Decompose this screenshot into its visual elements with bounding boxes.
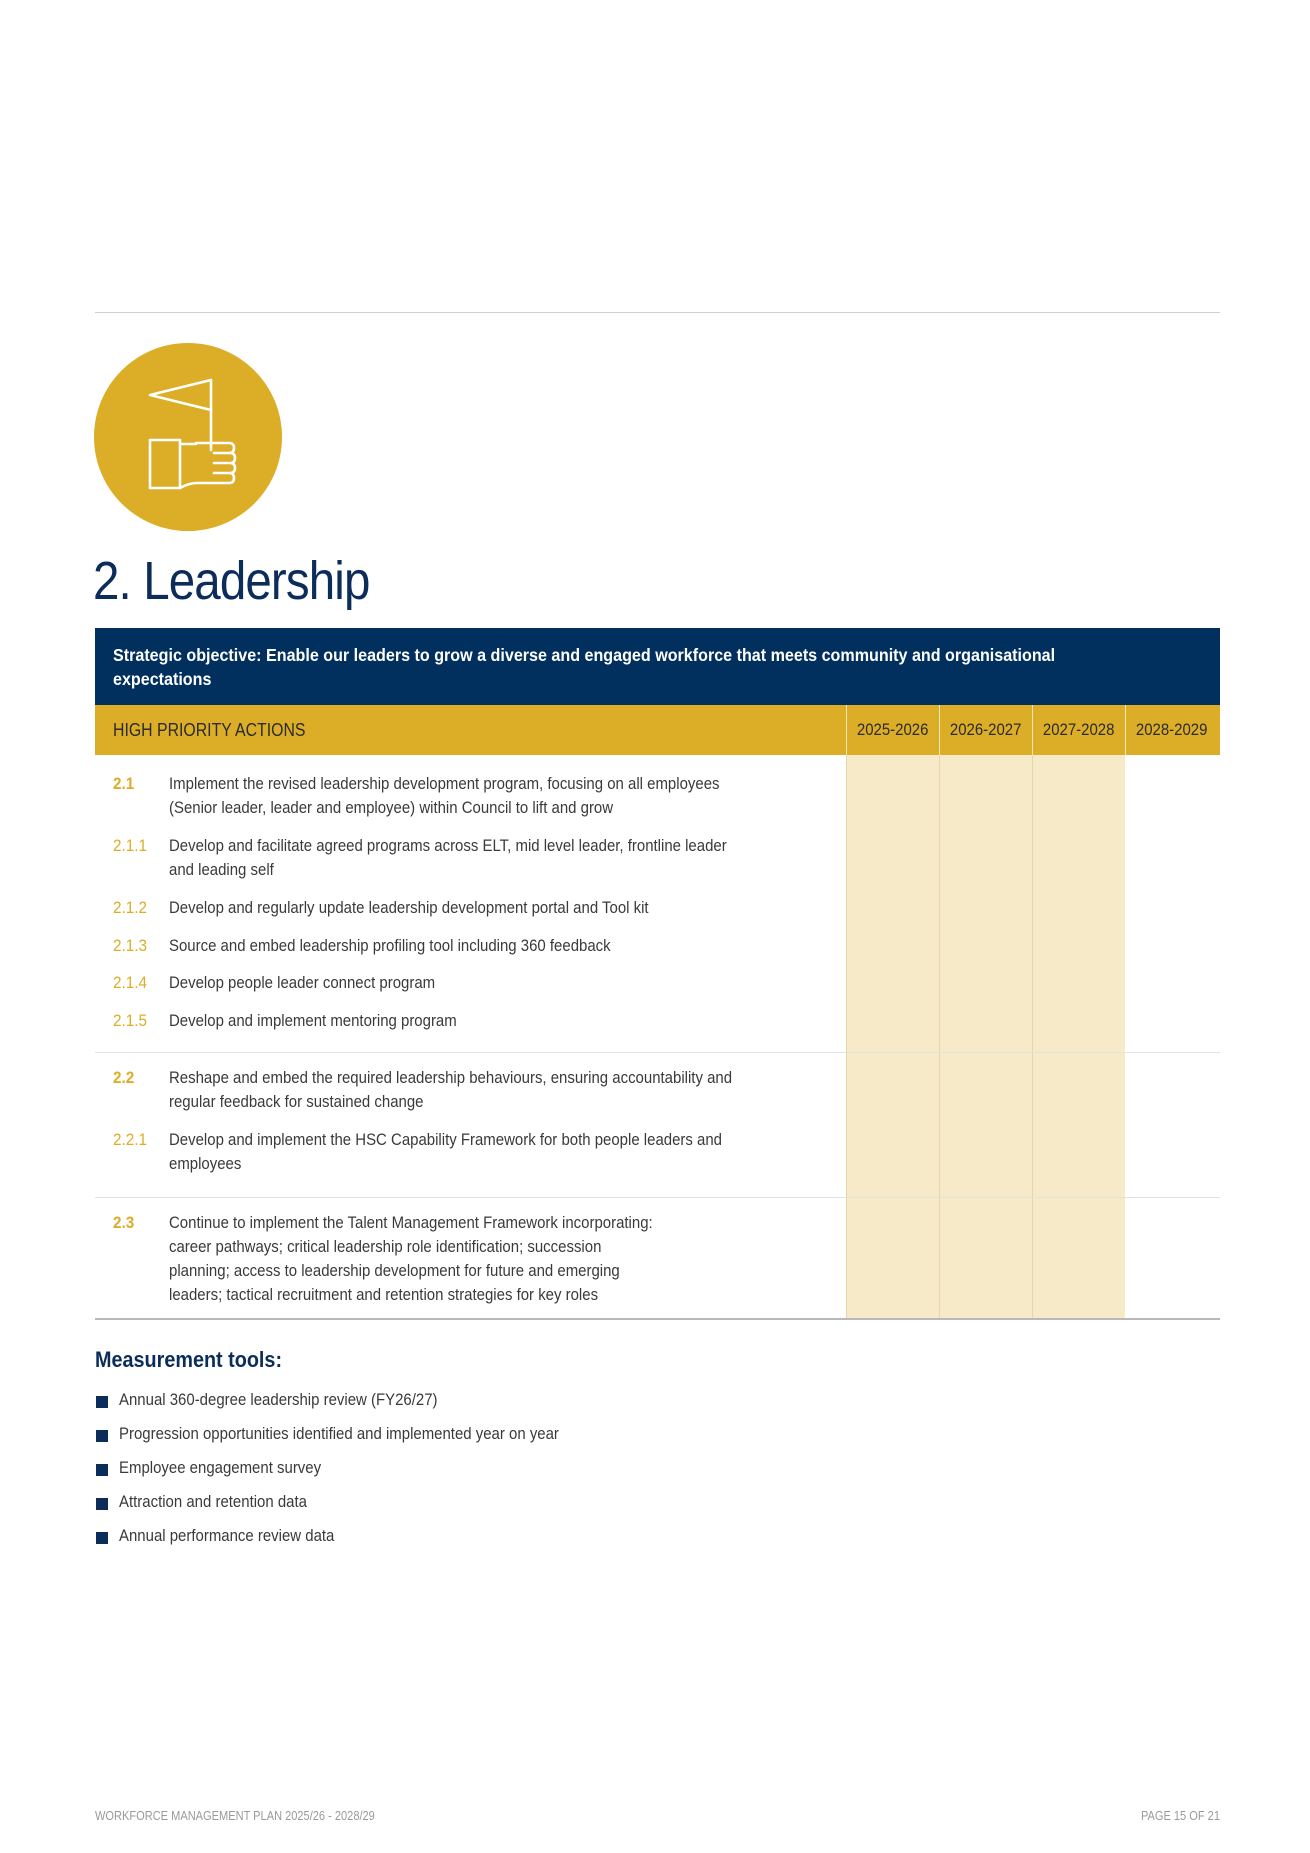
strategic-objective-text: Strategic objective: Enable our leaders to grow a diverse and engaged workforce that meets community and organisational expectations [113,645,1056,689]
action-number: 2.1.4 [113,973,148,992]
actions-table [95,705,1220,1319]
action-number: 2.3 [113,1213,135,1232]
action-text: Reshape and embed the required leadership behaviours, ensuring accountability and regular feedback for sustained change [169,1068,733,1111]
action-text: Develop and implement the HSC Capability Framework for both people leaders and employees [169,1130,722,1173]
header-year-2028-2029: 2028-2029 [1125,705,1218,755]
table-bottom-border [95,1318,1220,1320]
header-year-2025-2026: 2025-2026 [846,705,939,755]
header-high-priority-actions: HIGH PRIORITY ACTIONS [113,720,306,740]
bullet-square-icon [96,1464,108,1476]
action-text: Continue to implement the Talent Management Framework incorporating: career pathways; critical leadership role identification; succession planning; access to leadership development for future and emerging leaders; tactical recruitment and retention strategies for key roles [169,1213,653,1304]
strategic-objective-banner [95,628,1220,705]
flag-thumbs-up-icon [94,343,282,531]
header-year-2027-2028: 2027-2028 [1032,705,1125,755]
footer-document-title: WORKFORCE MANAGEMENT PLAN 2025/26 - 2028/29 [95,1808,375,1823]
action-text: Develop and facilitate agreed programs across ELT, mid level leader, frontline leader and leading self [169,836,727,879]
row-group-divider [95,1197,1220,1198]
action-number: 2.1.2 [113,898,148,917]
action-text: Develop people leader connect program [169,973,436,992]
bullet-square-icon [96,1532,108,1544]
action-number: 2.1.3 [113,936,148,955]
header-year-2026-2027: 2026-2027 [939,705,1032,755]
action-number: 2.1 [113,774,135,793]
action-number: 2.2.1 [113,1130,148,1149]
footer-page-number: PAGE 15 OF 21 [1140,1808,1220,1823]
bullet-square-icon [96,1430,108,1442]
timeline-cell-2026-2027 [939,755,1032,1319]
action-text: Develop and implement mentoring program [169,1011,457,1030]
action-number: 2.1.1 [113,836,148,855]
table-body [95,755,1220,1319]
section-icon-badge [94,343,282,531]
timeline-cell-2027-2028 [1032,755,1125,1319]
action-text: Source and embed leadership profiling tool including 360 feedback [169,936,611,955]
action-number: 2.2 [113,1068,135,1087]
measurement-tools-heading: Measurement tools: [95,1347,283,1372]
action-text: Develop and regularly update leadership development portal and Tool kit [169,898,649,917]
action-number: 2.1.5 [113,1011,148,1030]
action-text: Implement the revised leadership development program, focusing on all employees (Senior leader, leader and employee) within Council to lift and grow [169,774,720,817]
page-title: 2. Leadership [93,551,370,611]
timeline-cell-2025-2026 [846,755,939,1319]
bullet-square-icon [96,1396,108,1408]
row-group-divider [95,1052,1220,1053]
table-header [95,705,1220,755]
bullet-square-icon [96,1498,108,1510]
top-divider [95,312,1220,313]
